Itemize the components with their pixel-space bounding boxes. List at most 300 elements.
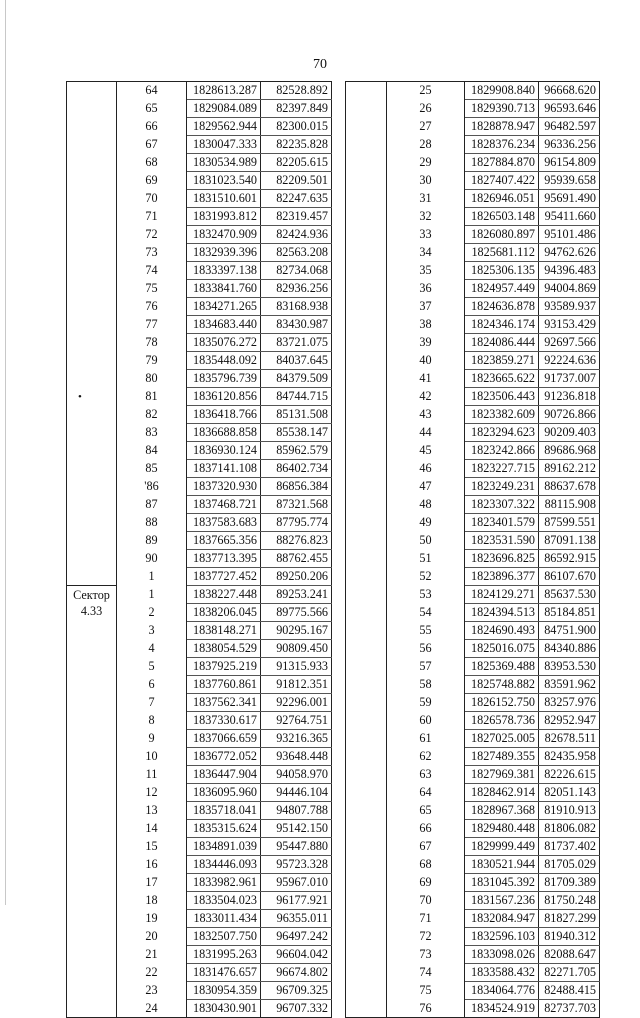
- point-number: 75: [387, 982, 465, 1000]
- point-number: 76: [387, 1000, 465, 1018]
- coordinate-y: 83953.530: [539, 658, 600, 676]
- coordinate-y: 93216.365: [261, 730, 332, 748]
- coordinate-y: 96674.802: [261, 964, 332, 982]
- point-number: 84: [117, 442, 187, 460]
- coordinate-y: 81827.299: [539, 910, 600, 928]
- coordinate-x: 1834064.776: [465, 982, 539, 1000]
- coordinate-x: 1836447.904: [187, 766, 261, 784]
- coordinate-y: 85131.508: [261, 406, 332, 424]
- coordinate-x: 1836418.766: [187, 406, 261, 424]
- point-number: 68: [117, 154, 187, 172]
- coordinate-x: 1830430.901: [187, 1000, 261, 1018]
- coordinate-y: 81806.082: [539, 820, 600, 838]
- coordinate-x: 1833841.760: [187, 280, 261, 298]
- coordinate-x: 1825681.112: [465, 244, 539, 262]
- coordinate-y: 94807.788: [261, 802, 332, 820]
- coordinate-x: 1833588.432: [465, 964, 539, 982]
- point-number: 29: [387, 154, 465, 172]
- coordinate-y: 87091.138: [539, 532, 600, 550]
- point-number: 77: [117, 316, 187, 334]
- coordinate-x: 1830954.359: [187, 982, 261, 1000]
- coordinate-y: 85184.851: [539, 604, 600, 622]
- coordinate-y: 92697.566: [539, 334, 600, 352]
- coordinate-x: 1832084.947: [465, 910, 539, 928]
- point-number: 70: [117, 190, 187, 208]
- point-number: 31: [387, 190, 465, 208]
- coordinate-y: 82734.068: [261, 262, 332, 280]
- coordinate-x: 1832596.103: [465, 928, 539, 946]
- point-number: 52: [387, 568, 465, 586]
- coordinate-y: 86592.915: [539, 550, 600, 568]
- coordinate-y: 82936.256: [261, 280, 332, 298]
- point-number: 1: [117, 568, 187, 586]
- coordinate-x: 1837925.219: [187, 658, 261, 676]
- page-edge-line: [5, 0, 6, 905]
- point-number: 18: [117, 892, 187, 910]
- point-number: 4: [117, 640, 187, 658]
- coordinate-y: 82205.615: [261, 154, 332, 172]
- coordinate-y: 84751.900: [539, 622, 600, 640]
- coordinate-x: 1834446.093: [187, 856, 261, 874]
- coordinate-y: 86856.384: [261, 478, 332, 496]
- coordinate-x: 1826503.148: [465, 208, 539, 226]
- coordinate-x: 1825748.882: [465, 676, 539, 694]
- coordinate-y: 82226.615: [539, 766, 600, 784]
- coordinate-y: 82435.958: [539, 748, 600, 766]
- coordinate-y: 94396.483: [539, 262, 600, 280]
- coordinate-y: 87599.551: [539, 514, 600, 532]
- coordinate-x: 1834271.265: [187, 298, 261, 316]
- coordinate-y: 94058.970: [261, 766, 332, 784]
- point-number: 78: [117, 334, 187, 352]
- point-number: 56: [387, 640, 465, 658]
- coordinate-y: 88762.455: [261, 550, 332, 568]
- point-number: 50: [387, 532, 465, 550]
- coordinate-y: 90726.866: [539, 406, 600, 424]
- coordinate-x: 1823531.590: [465, 532, 539, 550]
- coordinate-x: 1823227.715: [465, 460, 539, 478]
- point-number: 65: [387, 802, 465, 820]
- coordinate-y: 81750.248: [539, 892, 600, 910]
- coordinate-y: 95411.660: [539, 208, 600, 226]
- coordinate-y: 95723.328: [261, 856, 332, 874]
- coordinate-x: 1837713.395: [187, 550, 261, 568]
- coordinate-y: 95691.490: [539, 190, 600, 208]
- point-number: 20: [117, 928, 187, 946]
- coordinate-y: 94446.104: [261, 784, 332, 802]
- coordinate-x: 1831476.657: [187, 964, 261, 982]
- coordinate-y: 94762.626: [539, 244, 600, 262]
- coordinate-x: 1834683.440: [187, 316, 261, 334]
- coordinate-x: 1824086.444: [465, 334, 539, 352]
- coordinate-y: 82528.892: [261, 82, 332, 100]
- point-number: 40: [387, 352, 465, 370]
- coordinate-y: 82397.849: [261, 100, 332, 118]
- coordinate-y: 82235.828: [261, 136, 332, 154]
- coordinate-y: 81705.029: [539, 856, 600, 874]
- coordinate-x: 1828967.368: [465, 802, 539, 820]
- point-number: 38: [387, 316, 465, 334]
- point-number: 82: [117, 406, 187, 424]
- coordinate-y: 82051.143: [539, 784, 600, 802]
- coordinate-x: 1838054.529: [187, 640, 261, 658]
- coordinate-y: 92224.636: [539, 352, 600, 370]
- coordinate-x: 1835448.092: [187, 352, 261, 370]
- coordinate-y: 91737.007: [539, 370, 600, 388]
- coordinate-x: 1833098.026: [465, 946, 539, 964]
- coordinate-x: 1837066.659: [187, 730, 261, 748]
- point-number: 28: [387, 136, 465, 154]
- coordinate-y: 96497.242: [261, 928, 332, 946]
- coordinate-y: 81940.312: [539, 928, 600, 946]
- point-number: 54: [387, 604, 465, 622]
- coordinate-x: 1823249.231: [465, 478, 539, 496]
- point-number: 19: [117, 910, 187, 928]
- point-number: 64: [387, 784, 465, 802]
- coordinate-y: 82209.501: [261, 172, 332, 190]
- coordinate-y: 87795.774: [261, 514, 332, 532]
- section-label-cell: [67, 82, 117, 586]
- point-number: 47: [387, 478, 465, 496]
- coordinate-y: 85637.530: [539, 586, 600, 604]
- coordinate-x: 1831993.812: [187, 208, 261, 226]
- point-number: 71: [387, 910, 465, 928]
- point-number: 85: [117, 460, 187, 478]
- coordinate-y: 82563.208: [261, 244, 332, 262]
- coordinate-y: 88637.678: [539, 478, 600, 496]
- coordinate-y: 83721.075: [261, 334, 332, 352]
- coordinate-y: 89775.566: [261, 604, 332, 622]
- point-number: 27: [387, 118, 465, 136]
- coordinate-x: 1836688.858: [187, 424, 261, 442]
- coordinate-x: 1823294.623: [465, 424, 539, 442]
- coordinate-y: 90809.450: [261, 640, 332, 658]
- point-number: 30: [387, 172, 465, 190]
- coordinate-x: 1833504.023: [187, 892, 261, 910]
- point-number: 32: [387, 208, 465, 226]
- coordinate-y: 82678.511: [539, 730, 600, 748]
- coordinate-y: 86107.670: [539, 568, 600, 586]
- point-number: 73: [387, 946, 465, 964]
- coordinate-y: 96482.597: [539, 118, 600, 136]
- point-number: 14: [117, 820, 187, 838]
- coordinate-x: 1823307.322: [465, 496, 539, 514]
- coordinate-y: 84340.886: [539, 640, 600, 658]
- point-number: 51: [387, 550, 465, 568]
- coordinate-x: 1829999.449: [465, 838, 539, 856]
- coordinate-x: 1824346.174: [465, 316, 539, 334]
- coordinate-y: 93648.448: [261, 748, 332, 766]
- coordinate-y: 90209.403: [539, 424, 600, 442]
- coordinate-x: 1838227.448: [187, 586, 261, 604]
- coordinate-y: 82088.647: [539, 946, 600, 964]
- coordinate-y: 84037.645: [261, 352, 332, 370]
- coordinate-x: 1837583.683: [187, 514, 261, 532]
- point-number: 61: [387, 730, 465, 748]
- point-number: 72: [387, 928, 465, 946]
- coordinate-y: 85962.579: [261, 442, 332, 460]
- coordinate-x: 1835796.739: [187, 370, 261, 388]
- coordinate-x: 1836120.856: [187, 388, 261, 406]
- coordinate-y: 88115.908: [539, 496, 600, 514]
- coordinate-y: 81709.389: [539, 874, 600, 892]
- coordinate-y: 85538.147: [261, 424, 332, 442]
- point-number: 37: [387, 298, 465, 316]
- point-number: 15: [117, 838, 187, 856]
- page-number: 70: [313, 57, 327, 72]
- table-row: [346, 82, 600, 100]
- coordinate-y: 95142.150: [261, 820, 332, 838]
- coordinate-y: 96336.256: [539, 136, 600, 154]
- point-number: 74: [387, 964, 465, 982]
- coordinate-x: 1830047.333: [187, 136, 261, 154]
- coordinate-x: 1833397.138: [187, 262, 261, 280]
- coordinate-x: 1823896.377: [465, 568, 539, 586]
- coordinate-x: 1834524.919: [465, 1000, 539, 1018]
- coordinate-x: 1827025.005: [465, 730, 539, 748]
- coordinate-x: 1829480.448: [465, 820, 539, 838]
- coordinate-x: 1837468.721: [187, 496, 261, 514]
- coordinate-y: 89250.206: [261, 568, 332, 586]
- point-number: 3: [117, 622, 187, 640]
- point-number: 13: [117, 802, 187, 820]
- point-number: 90: [117, 550, 187, 568]
- point-number: 89: [117, 532, 187, 550]
- coordinate-y: 95939.658: [539, 172, 600, 190]
- point-number: 58: [387, 676, 465, 694]
- coordinate-y: 93153.429: [539, 316, 600, 334]
- coordinate-x: 1830521.944: [465, 856, 539, 874]
- point-number: 87: [117, 496, 187, 514]
- coordinate-y: 83257.976: [539, 694, 600, 712]
- point-number: '86: [117, 478, 187, 496]
- coordinate-x: 1831567.236: [465, 892, 539, 910]
- point-number: 69: [117, 172, 187, 190]
- coordinate-x: 1823506.443: [465, 388, 539, 406]
- coordinate-x: 1832470.909: [187, 226, 261, 244]
- point-number: 57: [387, 658, 465, 676]
- point-number: 5: [117, 658, 187, 676]
- point-number: 62: [387, 748, 465, 766]
- coordinate-y: 92296.001: [261, 694, 332, 712]
- coordinate-y: 82319.457: [261, 208, 332, 226]
- point-number: 39: [387, 334, 465, 352]
- point-number: 53: [387, 586, 465, 604]
- point-number: 69: [387, 874, 465, 892]
- point-number: 34: [387, 244, 465, 262]
- coordinate-x: 1829390.713: [465, 100, 539, 118]
- coordinate-x: 1827969.381: [465, 766, 539, 784]
- point-number: 72: [117, 226, 187, 244]
- coordinate-y: 82424.936: [261, 226, 332, 244]
- coordinate-x: 1823382.609: [465, 406, 539, 424]
- coordinate-y: 96668.620: [539, 82, 600, 100]
- coordinate-y: 81737.402: [539, 838, 600, 856]
- coordinate-x: 1836095.960: [187, 784, 261, 802]
- coordinate-y: 95967.010: [261, 874, 332, 892]
- section-label-line: Сектор: [73, 588, 110, 602]
- coordinate-x: 1837320.930: [187, 478, 261, 496]
- coordinate-y: 96355.011: [261, 910, 332, 928]
- point-number: 21: [117, 946, 187, 964]
- coordinate-y: 96154.809: [539, 154, 600, 172]
- coordinate-x: 1826946.051: [465, 190, 539, 208]
- point-number: 79: [117, 352, 187, 370]
- point-number: 83: [117, 424, 187, 442]
- point-number: 74: [117, 262, 187, 280]
- coordinate-x: 1823242.866: [465, 442, 539, 460]
- coordinate-x: 1825369.488: [465, 658, 539, 676]
- point-number: 71: [117, 208, 187, 226]
- point-number: 73: [117, 244, 187, 262]
- coordinate-x: 1837760.861: [187, 676, 261, 694]
- coordinate-y: 88276.823: [261, 532, 332, 550]
- coordinate-x: 1829908.840: [465, 82, 539, 100]
- point-number: 7: [117, 694, 187, 712]
- point-number: 59: [387, 694, 465, 712]
- point-number: 12: [117, 784, 187, 802]
- point-number: 68: [387, 856, 465, 874]
- point-number: 25: [387, 82, 465, 100]
- point-number: 2: [117, 604, 187, 622]
- coordinate-x: 1832939.396: [187, 244, 261, 262]
- coordinate-x: 1834891.039: [187, 838, 261, 856]
- coordinate-y: 91812.351: [261, 676, 332, 694]
- coordinate-x: 1828878.947: [465, 118, 539, 136]
- table-row: [67, 586, 332, 604]
- coordinate-x: 1824129.271: [465, 586, 539, 604]
- coordinate-y: 94004.869: [539, 280, 600, 298]
- coordinate-y: 96604.042: [261, 946, 332, 964]
- coordinate-y: 96593.646: [539, 100, 600, 118]
- point-number: 66: [117, 118, 187, 136]
- point-number: 41: [387, 370, 465, 388]
- point-number: 43: [387, 406, 465, 424]
- point-number: 60: [387, 712, 465, 730]
- coordinate-x: 1838148.271: [187, 622, 261, 640]
- point-number: 46: [387, 460, 465, 478]
- coordinate-x: 1837727.452: [187, 568, 261, 586]
- point-number: 11: [117, 766, 187, 784]
- coordinate-y: 95101.486: [539, 226, 600, 244]
- coordinate-y: 93589.937: [539, 298, 600, 316]
- coordinate-x: 1830534.989: [187, 154, 261, 172]
- point-number: 88: [117, 514, 187, 532]
- coordinate-y: 82300.015: [261, 118, 332, 136]
- point-number: 6: [117, 676, 187, 694]
- point-number: 17: [117, 874, 187, 892]
- point-number: 10: [117, 748, 187, 766]
- coordinate-x: 1827884.870: [465, 154, 539, 172]
- coordinate-x: 1831510.601: [187, 190, 261, 208]
- point-number: 76: [117, 298, 187, 316]
- coordinate-x: 1837562.341: [187, 694, 261, 712]
- coordinate-x: 1824636.878: [465, 298, 539, 316]
- coordinate-x: 1827407.422: [465, 172, 539, 190]
- point-number: 63: [387, 766, 465, 784]
- coordinate-x: 1837665.356: [187, 532, 261, 550]
- coordinate-x: 1825306.135: [465, 262, 539, 280]
- coordinate-x: 1837141.108: [187, 460, 261, 478]
- point-number: 70: [387, 892, 465, 910]
- coordinate-x: 1832507.750: [187, 928, 261, 946]
- point-number: 36: [387, 280, 465, 298]
- table-row: [67, 82, 332, 100]
- coordinate-x: 1833982.961: [187, 874, 261, 892]
- coordinate-x: 1836772.052: [187, 748, 261, 766]
- coordinate-x: 1824394.513: [465, 604, 539, 622]
- coordinate-y: 89253.241: [261, 586, 332, 604]
- point-number: 8: [117, 712, 187, 730]
- point-number: 16: [117, 856, 187, 874]
- section-label-line: 4.33: [80, 604, 103, 618]
- coordinates-table-left: [66, 81, 332, 1018]
- section-label-cell: [346, 82, 387, 1018]
- point-number: 23: [117, 982, 187, 1000]
- point-number: 22: [117, 964, 187, 982]
- coordinate-x: 1831023.540: [187, 172, 261, 190]
- coordinate-y: 92764.751: [261, 712, 332, 730]
- coordinate-x: 1824690.493: [465, 622, 539, 640]
- point-number: 49: [387, 514, 465, 532]
- coordinate-y: 96709.325: [261, 982, 332, 1000]
- point-number: 66: [387, 820, 465, 838]
- coordinate-x: 1829084.089: [187, 100, 261, 118]
- coordinate-x: 1828376.234: [465, 136, 539, 154]
- point-number: 55: [387, 622, 465, 640]
- coordinate-x: 1827489.355: [465, 748, 539, 766]
- point-number: 42: [387, 388, 465, 406]
- coordinate-x: 1828462.914: [465, 784, 539, 802]
- coordinate-x: 1831045.392: [465, 874, 539, 892]
- point-number: 48: [387, 496, 465, 514]
- coordinate-y: 91315.933: [261, 658, 332, 676]
- point-number: 67: [117, 136, 187, 154]
- coordinate-x: 1826080.897: [465, 226, 539, 244]
- coordinate-y: 82271.705: [539, 964, 600, 982]
- coordinate-x: 1825016.075: [465, 640, 539, 658]
- coordinate-x: 1831995.263: [187, 946, 261, 964]
- coordinate-x: 1823859.271: [465, 352, 539, 370]
- coordinate-x: 1828613.287: [187, 82, 261, 100]
- point-number: 44: [387, 424, 465, 442]
- coordinate-x: 1829562.944: [187, 118, 261, 136]
- coordinate-y: 89162.212: [539, 460, 600, 478]
- point-number: 33: [387, 226, 465, 244]
- coordinate-x: 1835076.272: [187, 334, 261, 352]
- point-number: 26: [387, 100, 465, 118]
- coordinate-x: 1824957.449: [465, 280, 539, 298]
- point-number: 24: [117, 1000, 187, 1018]
- coordinate-y: 83430.987: [261, 316, 332, 334]
- coordinate-x: 1826578.736: [465, 712, 539, 730]
- coordinate-x: 1823401.579: [465, 514, 539, 532]
- coordinate-y: 83168.938: [261, 298, 332, 316]
- coordinate-y: 84744.715: [261, 388, 332, 406]
- point-number: 45: [387, 442, 465, 460]
- coordinate-x: 1823665.622: [465, 370, 539, 388]
- point-number: 35: [387, 262, 465, 280]
- coordinate-y: 83591.962: [539, 676, 600, 694]
- coordinates-table-right: [345, 81, 600, 1018]
- coordinate-x: 1836930.124: [187, 442, 261, 460]
- point-number: 9: [117, 730, 187, 748]
- coordinate-y: 89686.968: [539, 442, 600, 460]
- coordinate-x: 1835315.624: [187, 820, 261, 838]
- section-label-cell: [67, 586, 117, 1018]
- coordinate-x: 1823696.825: [465, 550, 539, 568]
- coordinate-x: 1826152.750: [465, 694, 539, 712]
